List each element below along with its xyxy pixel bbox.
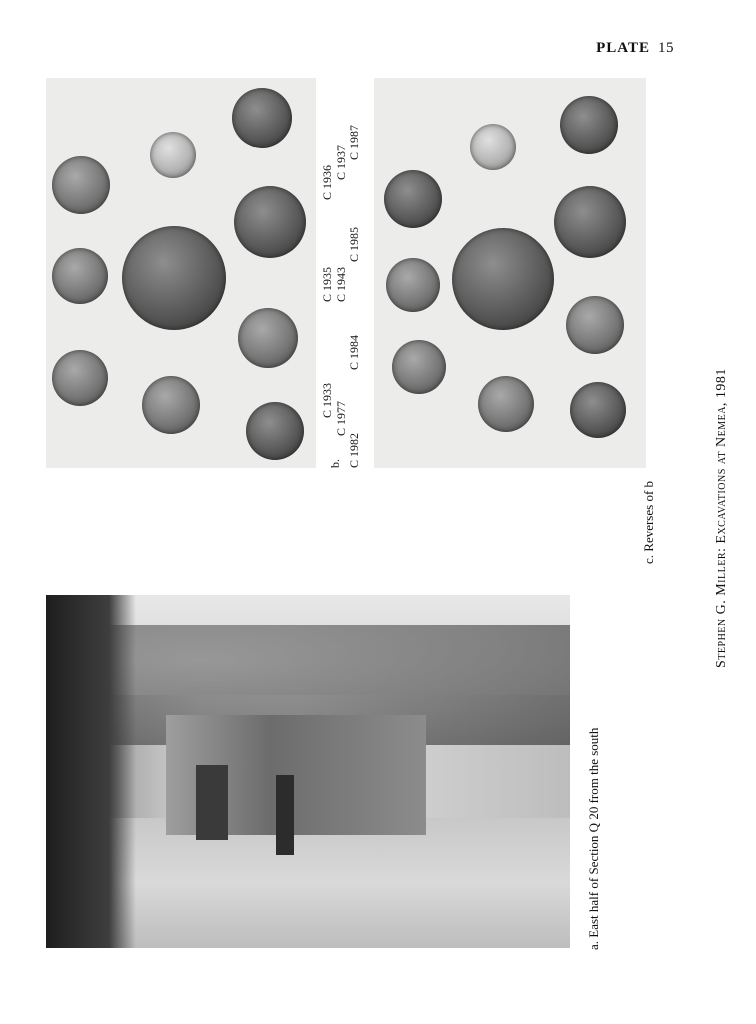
coin: [384, 170, 442, 228]
plate-header: [596, 40, 674, 57]
coins-reverse-photo: [374, 78, 646, 468]
coin: [234, 186, 306, 258]
coin: [452, 228, 554, 330]
coin: [570, 382, 626, 438]
tree-silhouette: [46, 595, 136, 948]
catalog-number: C 1987: [347, 124, 361, 160]
coins-obverse-photo: [46, 78, 316, 468]
coin: [122, 226, 226, 330]
coin: [52, 248, 108, 304]
coin: [470, 124, 516, 170]
catalog-number: C 1982: [347, 432, 361, 468]
plate-label: PLATE: [596, 40, 650, 56]
coin: [232, 88, 292, 148]
trench-cutting: [276, 775, 294, 855]
coin: [238, 308, 298, 368]
coin: [142, 376, 200, 434]
catalog-number: C 1935: [320, 266, 334, 302]
coin: [392, 340, 446, 394]
catalog-number: C 1937: [334, 144, 348, 180]
catalog-number: C 1936: [320, 164, 334, 200]
catalog-number: C 1943: [334, 266, 348, 302]
site-photo: [46, 595, 570, 948]
running-footer: Stephen G. Miller: Excavations at Nemea, 1981: [714, 368, 729, 668]
coin: [386, 258, 440, 312]
plate-number: 15: [658, 40, 674, 56]
coin: [150, 132, 196, 178]
catalog-number: C 1985: [347, 226, 361, 262]
catalog-number: C 1984: [347, 334, 361, 370]
coin: [560, 96, 618, 154]
coin: [52, 350, 108, 406]
figure-b-label: b.: [328, 459, 342, 468]
coin: [566, 296, 624, 354]
trench-cutting: [196, 765, 228, 840]
coin: [52, 156, 110, 214]
figure-a-caption: a. East half of Section Q 20 from the south: [586, 727, 601, 950]
figure-c-caption: c. Reverses of b: [641, 480, 656, 564]
coin: [246, 402, 304, 460]
catalog-number: C 1933: [320, 382, 334, 418]
coin: [478, 376, 534, 432]
coin: [554, 186, 626, 258]
catalog-number: C 1977: [334, 400, 348, 436]
